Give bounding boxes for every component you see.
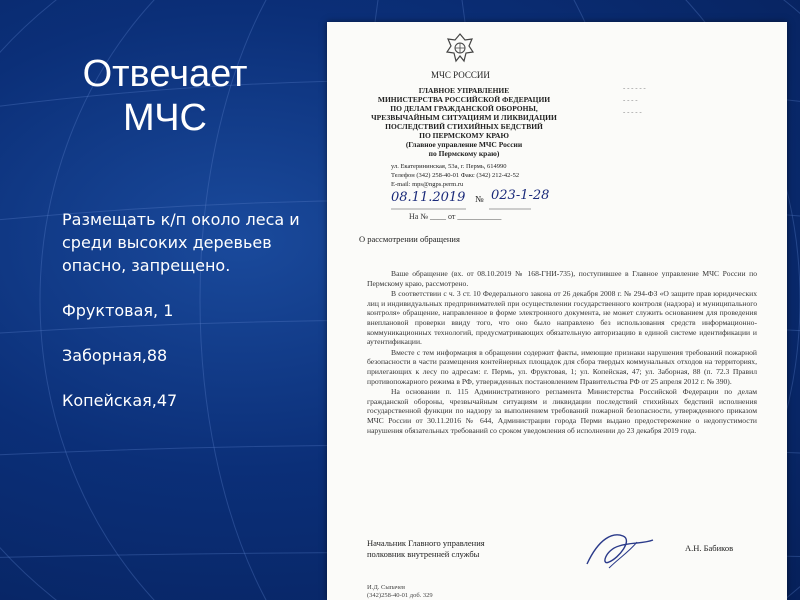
org-header-line: ГЛАВНОЕ УПРАВЛЕНИЕ [418, 86, 510, 95]
executor-info [367, 584, 433, 600]
org-header [371, 86, 557, 158]
letter-subject: О рассмотрении обращения [359, 234, 460, 244]
bullet-item: Фруктовая, 1 [62, 301, 174, 320]
letter-paragraph: Вместе с тем информация в обращении содержит факты, имеющие признаки нарушения требований пожарной безопасности в части размещения контейнерных площадок для сбора твердых коммунальных отходов на территориях, прилегающих к лесу по адресам: г. Пермь, ул. Фруктовая, 1; ул. Копейская, 47; ул. Заборная, 88 (п. 72.3 Правил противопожарного режима в РФ, утвержденных постановлением Правительства РФ от 25 апреля 2012 г. № 390). [367, 347, 757, 386]
slide-title-line2: МЧС [123, 97, 207, 139]
signer-title-line: Начальник Главного управления [367, 538, 485, 548]
margin-mark: - - - - - - [623, 84, 646, 92]
signer-name: А.Н. Бабиков [685, 543, 734, 553]
executor-phone: (342)258-40-01 доб. 329 [367, 592, 433, 599]
margin-mark: - - - - [623, 96, 638, 104]
slide-title [40, 52, 290, 140]
org-header-line: по Пермскому краю) [428, 149, 500, 158]
address-line: Телефон (342) 258-40-01 Факс (342) 212-42-52 [391, 172, 520, 179]
reference-line: На № ____ от ___________ [409, 212, 502, 221]
signer-title-line: полковник внутренней службы [367, 549, 480, 559]
bullet-list [62, 208, 302, 434]
org-header-line: ПОСЛЕДСТВИЙ СТИХИЙНЫХ БЕДСТВИЙ [385, 122, 543, 131]
letter-body [367, 269, 757, 436]
mchs-emblem-icon [445, 32, 475, 66]
executor-name: И.Д. Сыпачев [367, 584, 406, 591]
org-header-line: ПО ПЕРМСКОМУ КРАЮ [419, 131, 509, 140]
signature-icon [579, 528, 659, 572]
org-header-line: ПО ДЕЛАМ ГРАЖДАНСКОЙ ОБОРОНЫ, [390, 104, 538, 113]
bullet-item: Размещать к/п около леса и среди высоких деревьев опасно, запрещено. [62, 210, 300, 275]
margin-marks [623, 82, 646, 118]
org-header-line: МИНИСТЕРСТВА РОССИЙСКОЙ ФЕДЕРАЦИИ [377, 95, 551, 104]
address-line: ул. Екатерининская, 53а, г. Пермь, 614990 [391, 163, 507, 170]
bullet-item: Заборная,88 [62, 346, 168, 365]
signer-title [367, 538, 485, 560]
org-address [391, 162, 519, 189]
scanned-letter [327, 22, 787, 600]
handwritten-date: 08.11.2019 [391, 190, 466, 205]
bullet-item: Копейская,47 [62, 391, 178, 410]
handwritten-number: 023-1-28 [491, 188, 550, 203]
address-line: E-mail: mps@ngps.perm.ru [391, 181, 464, 188]
letter-paragraph: Ваше обращение (вх. от 08.10.2019 № 168-ГНИ-735), поступившее в Главное управление МЧС России по Пермскому краю, рассмотрено. [367, 269, 757, 288]
margin-mark: - - - - - [623, 108, 642, 116]
slide-title-line1: Отвечает [82, 53, 248, 95]
letter-paragraph: На основании п. 115 Административного регламента Министерства Российской Федерации по делам гражданской обороны, чрезвычайным ситуациям и ликвидации последствий стихийных бедствий исполнения государственной функции по надзору за выполнением требований пожарной безопасности, утвержденного приказом МЧС России от 30.11.2016 № 644, Администрации города Перми выдано предостережение о недопустимости нарушения обязательных требований со сроком уведомления об исполнении до 23 декабря 2019 года. [367, 387, 757, 435]
number-label: № [475, 194, 484, 204]
org-header-line: ЧРЕЗВЫЧАЙНЫМ СИТУАЦИЯМ И ЛИКВИДАЦИИ [371, 113, 557, 122]
org-header-line: (Главное управление МЧС России [405, 140, 523, 149]
org-short-name: МЧС РОССИИ [431, 70, 490, 80]
letter-paragraph: В соответствии с ч. 3 ст. 10 Федерального закона от 26 декабря 2008 г. № 294-ФЗ «О защите прав юридических лиц и индивидуальных предпринимателей при осуществлении государственного контроля (надзора) и муниципального контроля» обращение, направленное в форме электронного документа, не может служить основанием для проведения внеплановой проверки ввиду того, что оно было направлено без использования средств информационно-коммуникационных технологий, предусматривающих обязательную авторизацию в единой системе идентификации и аутентификации. [367, 289, 757, 347]
